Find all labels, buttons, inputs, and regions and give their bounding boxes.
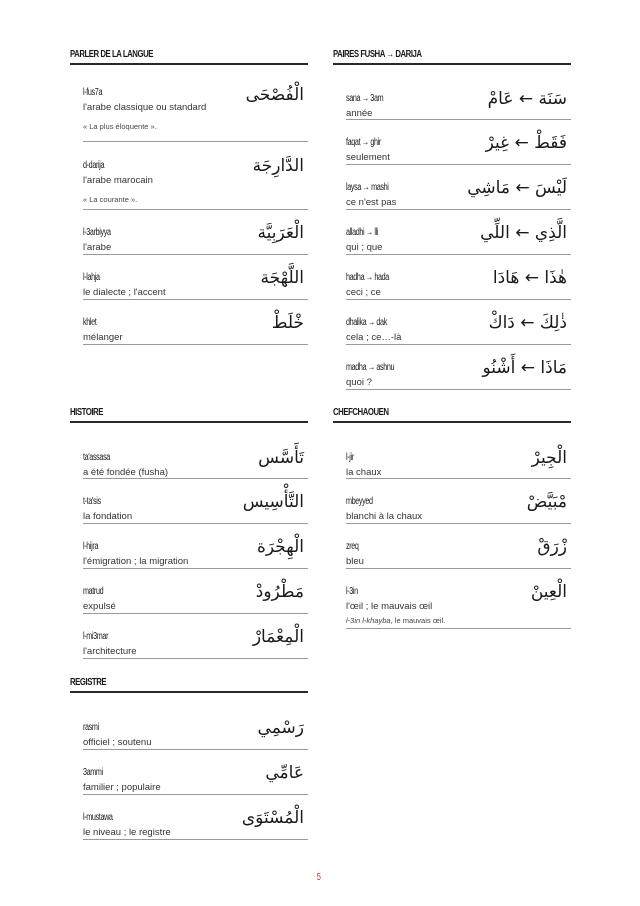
vocab-entry: [83, 524, 308, 569]
entry-gloss: bleu: [346, 555, 364, 567]
entry-arabic: الَّذِي ← اللِّي: [480, 222, 567, 243]
entry-gloss: l'œil ; le mauvais œil: [346, 600, 433, 612]
vocab-entry: [83, 795, 308, 840]
entry-gloss: ceci ; ce: [346, 286, 381, 298]
entry-translit: alladhi → lli: [346, 226, 379, 238]
entry-arabic: مْبَيَّضْ: [526, 491, 567, 512]
entry-translit: khlet: [83, 316, 97, 328]
entry-translit: l-hijra: [83, 540, 99, 552]
entry-translit: sana → 3am: [346, 92, 384, 104]
entry-translit: 3ammi: [83, 766, 103, 778]
entry-translit: d-darija: [83, 159, 105, 171]
entry-arabic: خْلَطْ: [271, 312, 304, 333]
entry-gloss: la chaux: [346, 466, 382, 478]
entry-note: « La plus éloquente ».: [83, 121, 157, 131]
entry-gloss: l'arabe: [83, 241, 112, 253]
vocab-entry: [346, 345, 571, 390]
vocab-entry: [83, 255, 308, 300]
entry-gloss: expulsé: [83, 600, 116, 612]
vocab-entry: [83, 693, 308, 750]
entry-arabic: الْجِيرْ: [531, 447, 567, 468]
vocab-entry: [346, 255, 571, 300]
section-registre: [70, 676, 308, 840]
vocab-entry: [346, 165, 571, 210]
entry-gloss: mélanger: [83, 331, 123, 343]
entry-gloss: la fondation: [83, 510, 133, 522]
vocab-entry: [83, 210, 308, 255]
section-chefchaouen: [333, 406, 571, 629]
section-title: PAIRES FUSHA → DARIJA: [333, 49, 422, 60]
vocab-entry: [83, 300, 308, 345]
entry-gloss: l'émigration ; la migration: [83, 555, 189, 567]
entry-translit: ta'assasa: [83, 451, 110, 463]
section-title: REGISTRE: [70, 677, 107, 688]
entry-arabic: مَطْرُودْ: [255, 581, 304, 602]
vocab-entry: [346, 210, 571, 255]
entry-translit: l-mi3mar: [83, 630, 109, 642]
entry-arabic: مَاذَا ← أَشْنُو: [482, 357, 567, 378]
entry-gloss: cela ; ce…-là: [346, 331, 402, 343]
note-rest: , le mauvais œil.: [390, 615, 446, 625]
entry-arabic: الْعِينْ: [530, 581, 567, 602]
entry-gloss: année: [346, 107, 373, 119]
entry-gloss: familier ; populaire: [83, 781, 161, 793]
entry-gloss: qui ; que: [346, 241, 383, 253]
vocab-entry: [83, 479, 308, 524]
note-italic: l-3in l-khayba: [346, 615, 391, 625]
vocab-entry: [83, 65, 308, 142]
entry-gloss: l'arabe marocain: [83, 174, 153, 186]
entry-arabic: زْرَقْ: [537, 536, 567, 557]
entry-arabic: رَسْمِي: [257, 717, 304, 738]
vocab-entry: [83, 750, 308, 795]
entry-translit: rasmi: [83, 721, 99, 733]
vocab-entry: [83, 423, 308, 479]
page-number: 5: [316, 872, 321, 883]
entry-arabic: الدَّارِجَة: [252, 155, 304, 176]
section-title: HISTOIRE: [70, 407, 103, 418]
entry-arabic: الْهِجْرَة: [257, 536, 304, 557]
entry-translit: l-3in: [346, 585, 358, 597]
entry-arabic: ذٰلِكَ ← دَاكْ: [488, 312, 567, 333]
entry-note: « La courante ».: [83, 194, 138, 204]
entry-translit: zreq: [346, 540, 359, 552]
entry-translit: l-3arbiyya: [83, 226, 111, 238]
section-histoire: [70, 406, 308, 659]
entry-translit: laysa → mashi: [346, 181, 389, 193]
vocab-entry: [346, 479, 571, 524]
entry-arabic: الْعَرَبِيَّة: [257, 222, 304, 243]
entry-gloss: seulement: [346, 151, 390, 163]
vocab-entry: [346, 569, 571, 629]
entry-arabic: هٰذَا ← هَادَا: [492, 267, 567, 288]
vocab-entry: [346, 65, 571, 120]
entry-translit: l-jir: [346, 451, 354, 463]
entry-arabic: تَأَسَّس: [258, 447, 304, 468]
entry-translit: matrud: [83, 585, 104, 597]
entry-gloss: quoi ?: [346, 376, 372, 388]
entry-arabic: لَيْسَ ← مَاشِي: [467, 177, 567, 198]
vocab-entry: [83, 142, 308, 210]
entry-arabic: فَقَطْ ← غِيرْ: [485, 132, 567, 153]
entry-translit: madha → ashnu: [346, 361, 395, 373]
entry-note: [346, 616, 571, 626]
entry-gloss: ce n'est pas: [346, 196, 397, 208]
vocab-entry: [83, 569, 308, 614]
entry-translit: l-lahja: [83, 271, 100, 283]
vocab-entry: [83, 614, 308, 659]
vocab-entry: [346, 120, 571, 165]
entry-arabic: الْمُسْتَوَى: [241, 807, 304, 828]
entry-gloss: le niveau ; le registre: [83, 826, 171, 838]
entry-translit: dhalika → dak: [346, 316, 387, 328]
entry-translit: t-ta'sis: [83, 495, 101, 507]
entry-translit: l-mustawa: [83, 811, 113, 823]
section-parler: [70, 48, 308, 345]
entry-gloss: a été fondée (fusha): [83, 466, 169, 478]
entry-translit: l-fus7a: [83, 86, 103, 98]
entry-arabic: الْفُصْحَى: [245, 84, 304, 105]
entry-gloss: officiel ; soutenu: [83, 736, 152, 748]
entry-arabic: الْمِعْمَارْ: [252, 626, 304, 647]
entry-arabic: سَنَة ← عَامْ: [487, 88, 567, 109]
entry-gloss: l'arabe classique ou standard: [83, 101, 207, 113]
vocab-entry: [346, 300, 571, 345]
entry-arabic: عَامِّي: [265, 762, 304, 783]
entry-gloss: l'architecture: [83, 645, 137, 657]
entry-translit: hadha → hada: [346, 271, 389, 283]
entry-gloss: blanchi à la chaux: [346, 510, 423, 522]
entry-arabic: اللَّهْجَة: [260, 267, 304, 288]
section-title: PARLER DE LA LANGUE: [70, 49, 153, 60]
vocab-entry: [346, 423, 571, 479]
section-title: CHEFCHAOUEN: [333, 407, 389, 418]
entry-translit: mbeyyed: [346, 495, 373, 507]
entry-arabic: التَّأْسِيس: [242, 491, 304, 512]
entry-translit: faqat → ghir: [346, 136, 381, 148]
section-paires: [333, 48, 571, 390]
entry-gloss: le dialecte ; l'accent: [83, 286, 166, 298]
vocab-entry: [346, 524, 571, 569]
